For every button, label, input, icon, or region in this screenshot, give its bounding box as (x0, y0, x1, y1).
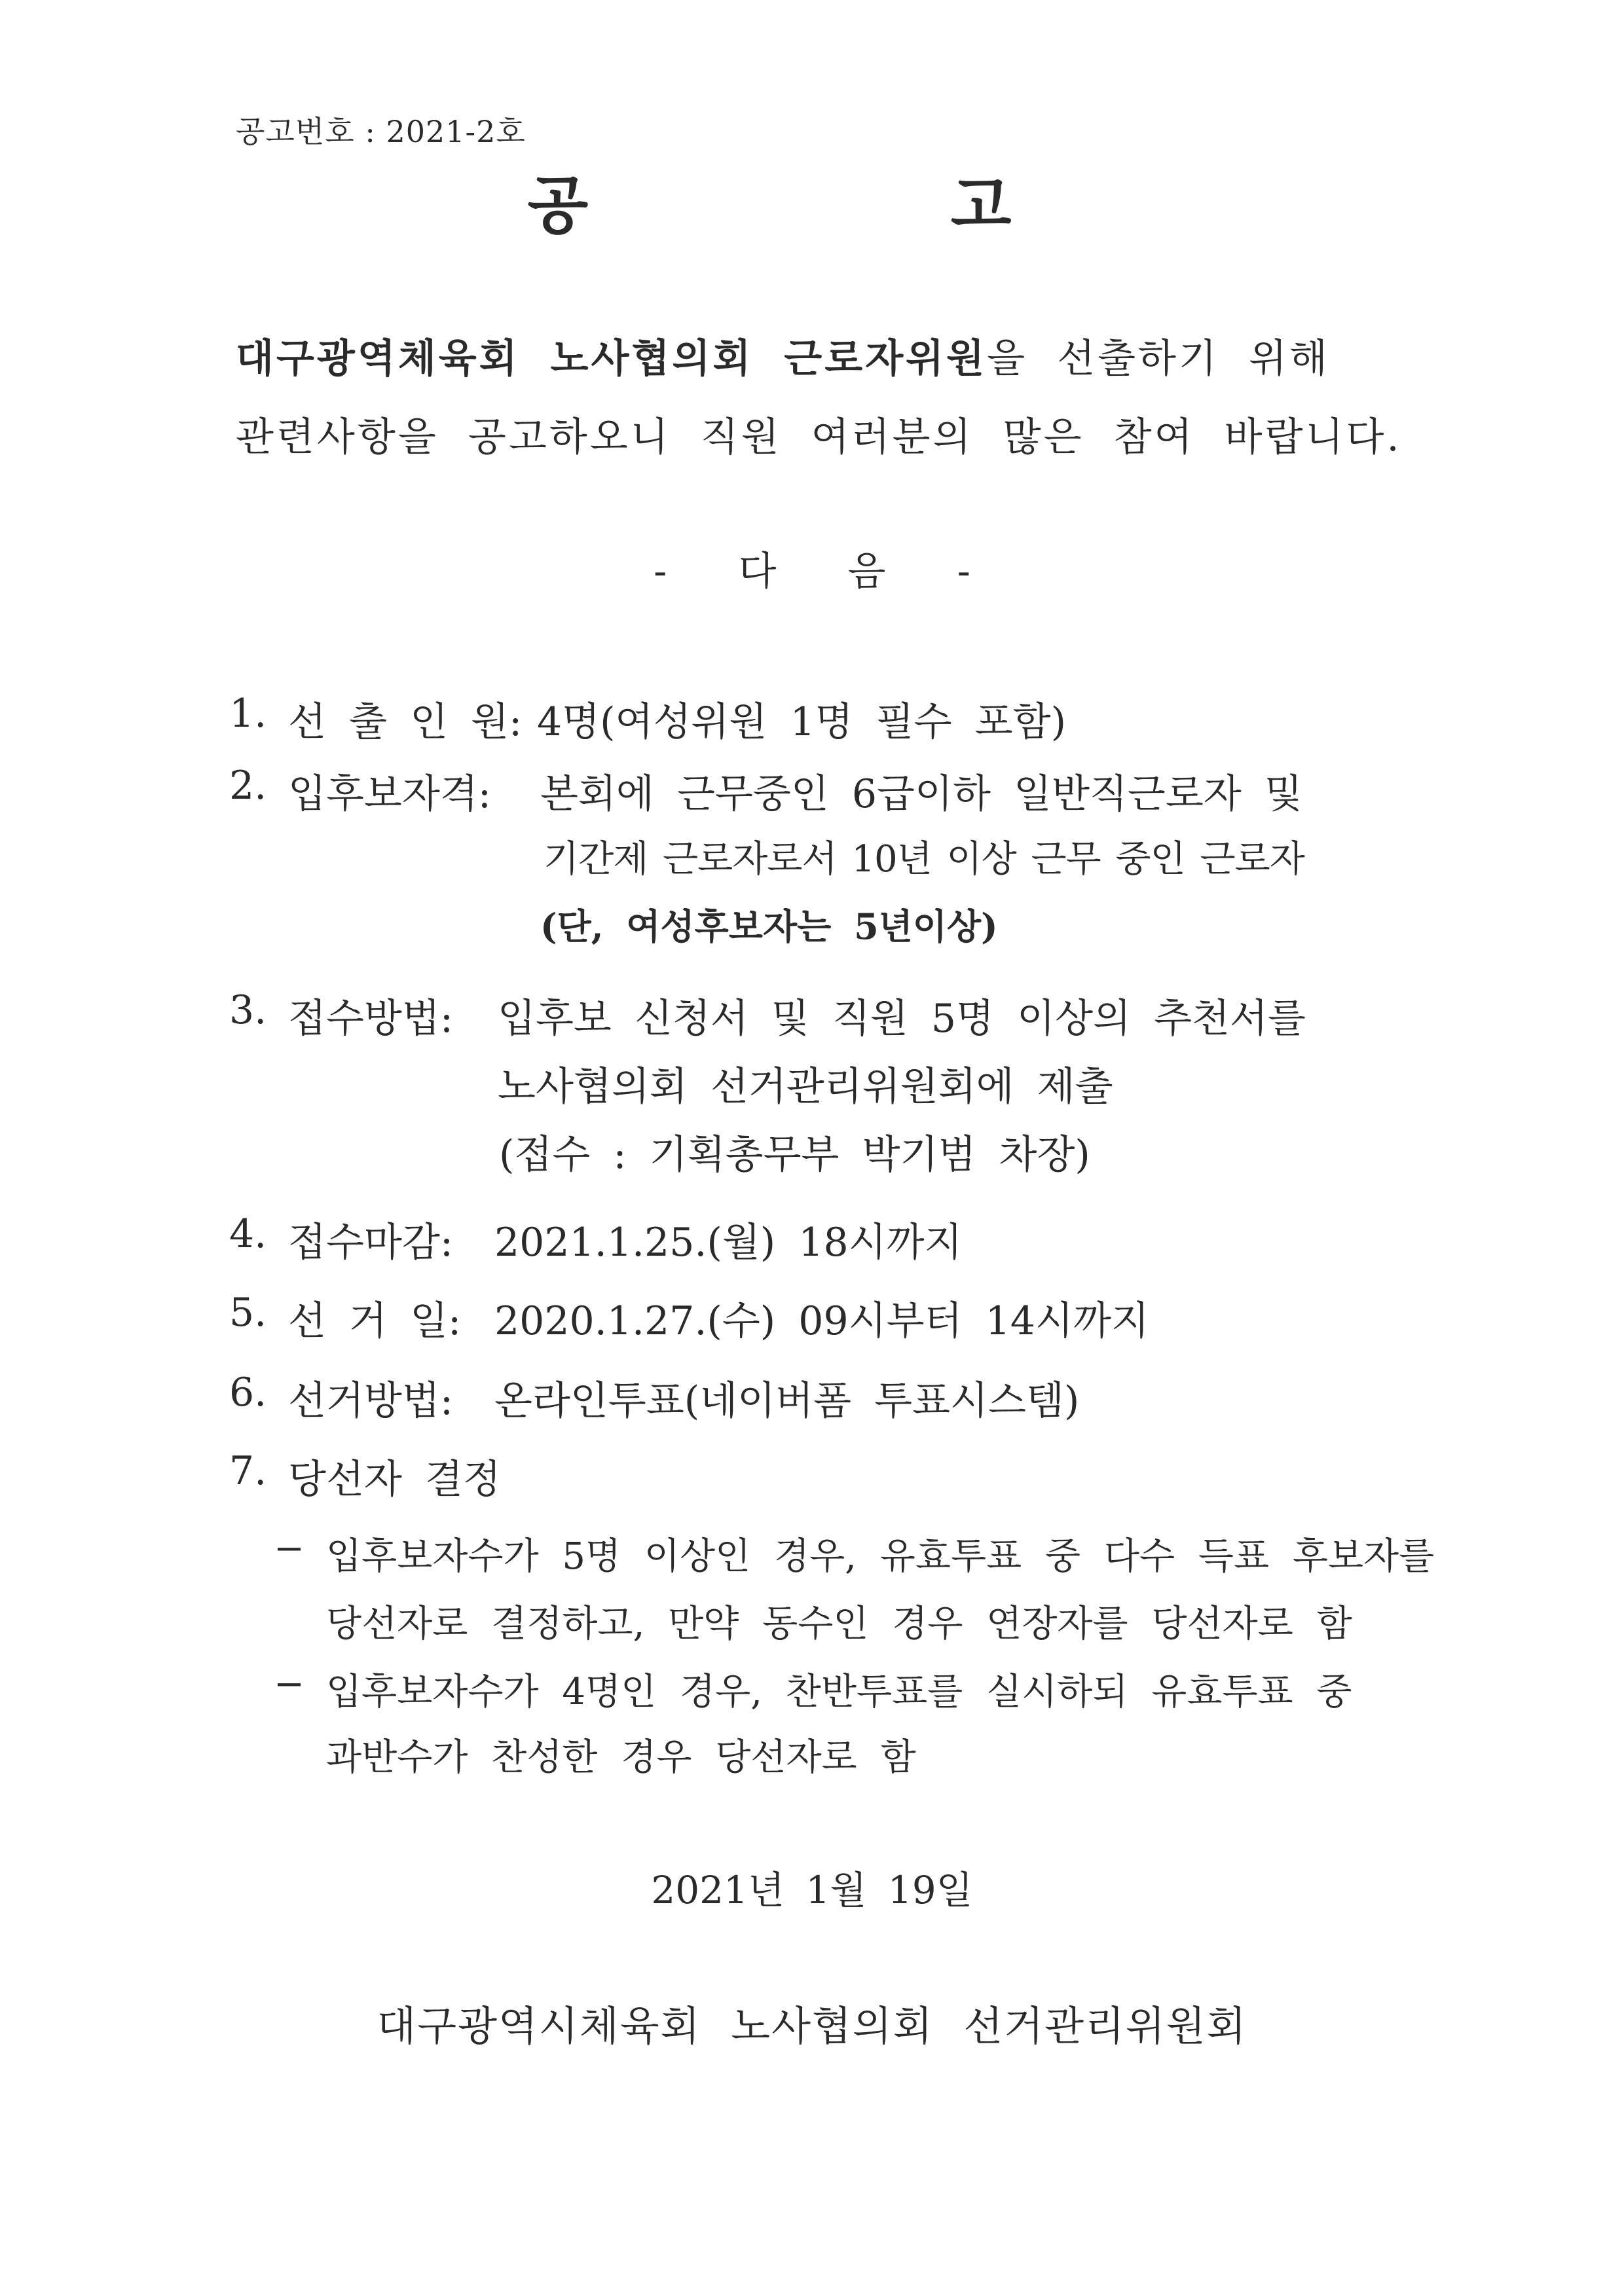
item-1-number: 1. (229, 691, 267, 737)
section-heading: - 다 음 - (654, 549, 970, 594)
item-6-value: 온라인투표(네이버폼 투표시스템) (494, 1378, 1080, 1424)
item-5-value: 2020.1.27.(수) 09시부터 14시까지 (494, 1298, 1149, 1344)
item-6-label: 선거방법: (288, 1378, 454, 1424)
intro-highlight: 대구광역체육회 노사협의회 근로자위원 (236, 336, 987, 382)
item-4-number: 4. (229, 1211, 267, 1257)
intro-line-1-rest: 을 선출하기 위해 (987, 336, 1330, 382)
item-2-value-note: (단, 여성후보자는 5년이상) (540, 905, 998, 947)
rule-1-dash: − (274, 1527, 304, 1570)
item-3-number: 3. (229, 987, 267, 1033)
item-4-label: 접수마감: (288, 1220, 454, 1266)
item-2-number: 2. (229, 763, 267, 809)
page-title: 공 고 (527, 168, 1182, 242)
notice-number: 공고번호 : 2021-2호 (236, 114, 526, 149)
intro-line-2: 관련사항을 공고하오니 직원 여러분의 많은 참여 바랍니다. (236, 414, 1402, 460)
item-3-value-line-2: 노사협의회 선거관리위원회에 제출 (498, 1064, 1113, 1110)
item-7-number: 7. (229, 1448, 267, 1494)
item-2-label: 입후보자격: (288, 771, 492, 817)
item-3-value-line-3: (접수 : 기획총무부 박기범 차장) (499, 1132, 1090, 1178)
item-3-value-line-1: 입후보 신청서 및 직원 5명 이상의 추천서를 (498, 996, 1306, 1042)
rule-2-dash: − (274, 1663, 304, 1705)
item-5-number: 5. (229, 1290, 267, 1336)
intro-line-1 (236, 327, 1330, 384)
item-6-number: 6. (229, 1370, 267, 1415)
issuing-organization: 대구광역시체육회 노사협의회 선거관리위원회 (377, 2002, 1247, 2050)
item-2-value-line-2: 기간제 근로자로서 10년 이상 근무 중인 근로자 (544, 838, 1304, 881)
rule-2-line-2: 과반수가 찬성한 경우 당선자로 함 (326, 1736, 916, 1779)
item-7-label: 당선자 결정 (288, 1457, 501, 1503)
item-2-value-line-1: 본회에 근무중인 6급이하 일반직근로자 및 (540, 771, 1302, 817)
item-5-label: 선 거 일: (288, 1298, 462, 1344)
rule-1-line-1: 입후보자수가 5명 이상인 경우, 유효투표 중 다수 득표 후보자를 (326, 1535, 1435, 1578)
item-4-value: 2021.1.25.(월) 18시까지 (494, 1220, 963, 1266)
item-3-label: 접수방법: (288, 996, 454, 1042)
notice-date: 2021년 1월 19일 (651, 1868, 973, 1912)
item-1-label: 선 출 인 원: (288, 699, 523, 745)
item-1-value: 4명(여성위원 1명 필수 포함) (537, 699, 1066, 745)
rule-2-line-1: 입후보자수가 4명인 경우, 찬반투표를 실시하되 유효투표 중 (326, 1671, 1352, 1713)
rule-1-line-2: 당선자로 결정하고, 만약 동수인 경우 연장자를 당선자로 함 (326, 1603, 1352, 1645)
